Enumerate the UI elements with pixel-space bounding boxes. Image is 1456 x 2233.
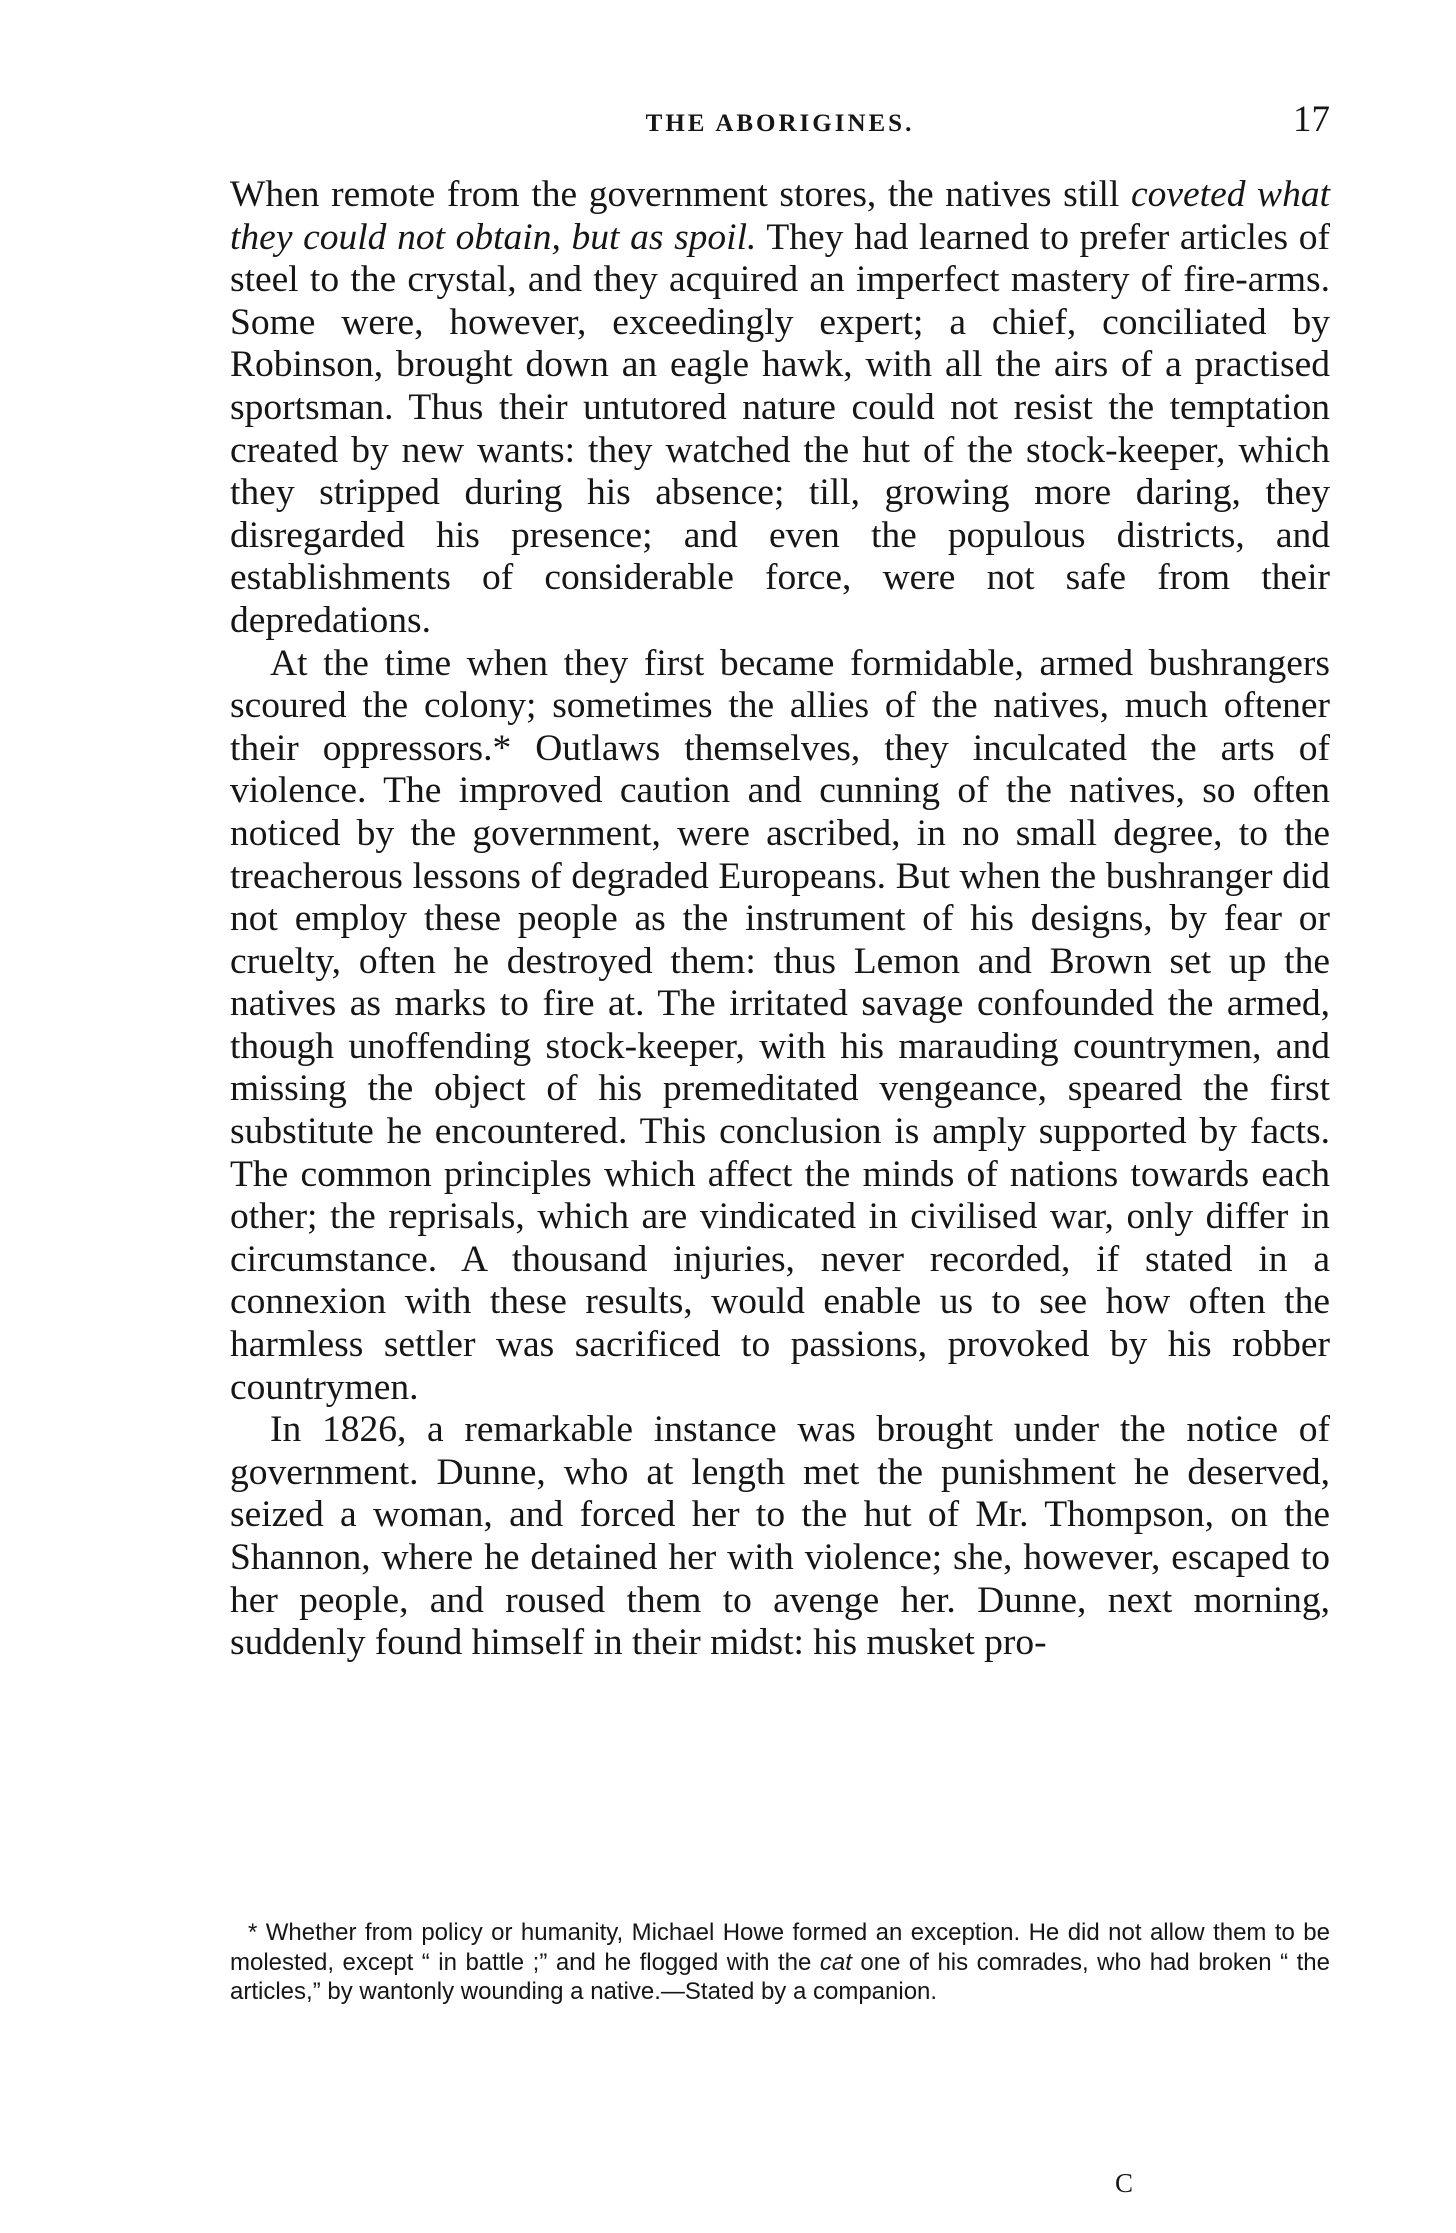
paragraph-1-part-3: They had learned to prefer articles of steel to the crystal, and they acquired an imperfect mastery of fire-arms. Some were, however, exceedingly expert; a chief, conciliated by Robinson, brought down an eagle hawk, with all the airs of a practised sportsman. Thus their untutored nature could not resist the temptation created by new wants: they watched the hut of the stock-keeper, which they stripped during his absence; till, growing more daring, they disregarded his presence; and even the populous districts, and establishments of considerable force, were not safe from their depredations. — [230, 216, 1330, 641]
running-head — [230, 98, 1330, 148]
running-title: THE ABORIGINES. — [645, 110, 915, 137]
footnotes — [230, 1918, 1330, 2007]
footnote-part-1: * Whether from policy or humanity, Michael Howe formed an exception. He did not allow them to be molested, except “ in battle ;” and he flogged with the — [230, 1919, 1330, 1976]
paragraph-1-italic-phrase: coveted what they could not obtain, but as spoil. — [230, 174, 1330, 258]
footnote-italic-word: cat — [819, 1948, 852, 1976]
paragraph-1-part-1: When remote from the government stores, the natives still — [230, 174, 1131, 215]
signature-mark: C — [1115, 2168, 1134, 2198]
paragraph-3: In 1826, a remarkable instance was brought under the notice of government. Dunne, who at length met the punishment he deserved, seized a woman, and forced her to the hut of Mr. Thompson, on the Shannon, where he detained her with violence; she, however, escaped to her people, and roused them to avenge her. Dunne, next morning, suddenly found himself in their midst: his musket pro- — [230, 1409, 1330, 1664]
footnote-1 — [230, 1918, 1330, 2007]
body-text — [230, 174, 1330, 1665]
paragraph-2: At the time when they first became formidable, armed bushrangers scoured the colony; sometimes the allies of the natives, much oftener their oppressors.* Outlaws themselves, they inculcated the arts of violence. The improved caution and cunning of the natives, so often noticed by the government, were ascribed, in no small degree, to the treacherous lessons of degraded Europeans. But when the bushranger did not employ these people as the instrument of his designs, by fear or cruelty, often he destroyed them: thus Lemon and Brown set up the natives as marks to fire at. The irritated savage confounded the armed, though unoffending stock-keeper, with his marauding countrymen, and missing the object of his premeditated vengeance, speared the first substitute he encountered. This conclusion is amply supported by facts. The common principles which affect the minds of nations towards each other; the reprisals, which are vindicated in civilised war, only differ in circumstance. A thousand injuries, never recorded, if stated in a connexion with these results, would enable us to see how often the harmless settler was sacrificed to passions, provoked by his robber countrymen. — [230, 642, 1330, 1408]
footnote-part-3: one of his comrades, who had broken “ the articles,” by wantonly wounding a native.—Stated by a companion. — [230, 1948, 1330, 2005]
page-number: 17 — [1293, 99, 1330, 140]
paragraph-1 — [230, 174, 1330, 643]
